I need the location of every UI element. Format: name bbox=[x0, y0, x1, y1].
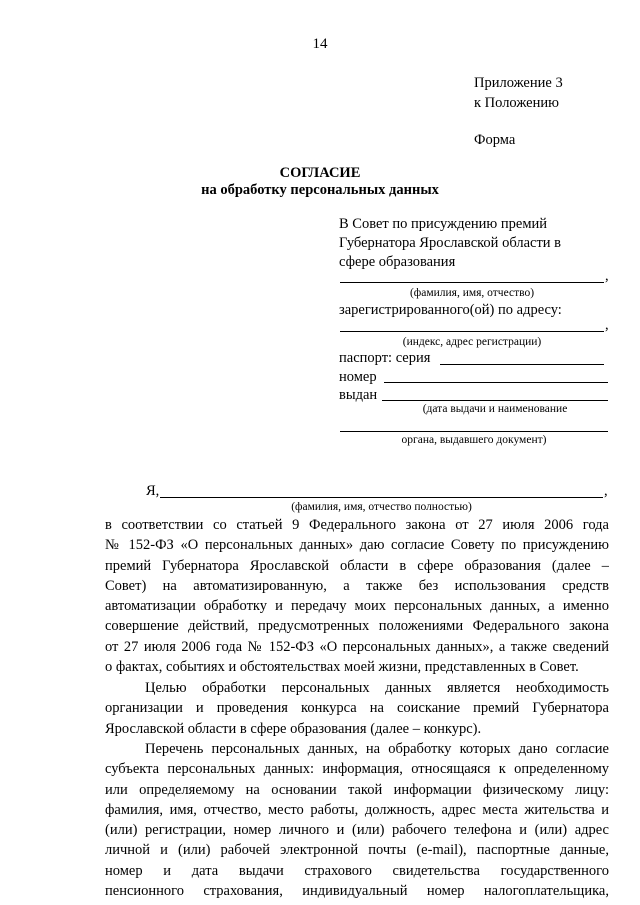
addressee-line: сфере образования bbox=[339, 254, 456, 270]
number-label: номер bbox=[339, 369, 377, 385]
consent-paragraph-2 bbox=[105, 678, 609, 739]
text-line: Перечень персональных данных, на обработку которых дано согласие bbox=[145, 741, 609, 757]
issued-hint: (дата выдачи и наименование bbox=[422, 403, 568, 415]
issued-label: выдан bbox=[339, 387, 378, 403]
document-title: СОГЛАСИЕ bbox=[279, 165, 361, 181]
text-line: совершение действий, предусмотренных положениями Федерального закона bbox=[105, 618, 609, 635]
declarant-hint: (фамилия, имя, отчество полностью) bbox=[291, 501, 472, 513]
declarant-comma: , bbox=[604, 483, 608, 499]
issued-field[interactable] bbox=[382, 400, 608, 401]
declarant-name-field[interactable] bbox=[160, 497, 603, 498]
text-line: (или) регистрации, номер личного и (или) рабочего телефона и (или) адрес bbox=[105, 822, 609, 839]
address-comma: , bbox=[605, 317, 609, 333]
addressee-line: В Совет по присуждению премий bbox=[339, 216, 548, 232]
addressee-line: Губернатора Ярославской области в bbox=[339, 235, 562, 251]
issuer-hint: органа, выдавшего документ) bbox=[401, 434, 547, 446]
address-field[interactable] bbox=[340, 331, 604, 332]
text-line: номер и дата выдачи страхового свидетельства государственного bbox=[105, 862, 609, 879]
text-line: Совет) на автоматизированную, а также без использования средств bbox=[105, 577, 609, 594]
text-line: автоматизации обработку и передачу моих персональных данных, а именно bbox=[105, 598, 609, 615]
text-line: пенсионного страхования, индивидуальный номер налогоплательщика, bbox=[105, 883, 609, 900]
text-line: от 27 июля 2006 года № 152-ФЗ «О персональных данных», а также сведений bbox=[105, 638, 609, 655]
annex-reference: к Положению bbox=[474, 95, 559, 111]
text-line: Целью обработки персональных данных является необходимость bbox=[145, 680, 609, 696]
text-line: № 152-ФЗ «О персональных данных» даю согласие Совету по присуждению bbox=[105, 537, 609, 554]
page-number: 14 bbox=[312, 36, 328, 52]
declarant-label: Я, bbox=[146, 483, 160, 499]
text-line: о фактах, событиях и обстоятельствах моей жизни, представленных в Совет. bbox=[105, 659, 579, 676]
passport-number-field[interactable] bbox=[384, 382, 608, 383]
passport-series-field[interactable] bbox=[440, 364, 604, 365]
text-line: субъекта персональных данных: информация, относящаяся к определенному bbox=[105, 761, 609, 778]
text-line: премий Губернатора Ярославской области в сфере образования (далее – bbox=[105, 557, 609, 574]
text-line: фамилия, имя, отчество, место работы, должность, адрес места жительства и bbox=[105, 801, 609, 818]
annex-title: Приложение 3 bbox=[474, 75, 563, 91]
consent-paragraph-3 bbox=[105, 739, 609, 901]
text-line: Ярославской области в сфере образования (далее – конкурс). bbox=[105, 720, 482, 737]
passport-label: паспорт: серия bbox=[339, 350, 431, 366]
text-line: личной и (или) рабочей электронной почты (e-mail), паспортные данные, bbox=[105, 842, 609, 859]
address-hint: (индекс, адрес регистрации) bbox=[402, 336, 542, 348]
registered-label: зарегистрированного(ой) по адресу: bbox=[339, 302, 562, 318]
fio-hint: (фамилия, имя, отчество) bbox=[409, 287, 535, 299]
text-line: в соответствии со статьей 9 Федерального закона от 27 июля 2006 года bbox=[105, 517, 609, 533]
document-subtitle: на обработку персональных данных bbox=[201, 182, 439, 198]
fio-comma: , bbox=[605, 268, 609, 284]
consent-paragraph-1 bbox=[105, 515, 609, 677]
text-line: или определяемому на основании такой информации физическому лицу: bbox=[105, 781, 609, 798]
issuer-field[interactable] bbox=[340, 431, 608, 432]
fio-field[interactable] bbox=[340, 282, 604, 283]
form-label: Форма bbox=[474, 132, 516, 148]
text-line: организации и проведения конкурса на соискание премий Губернатора bbox=[105, 700, 609, 717]
